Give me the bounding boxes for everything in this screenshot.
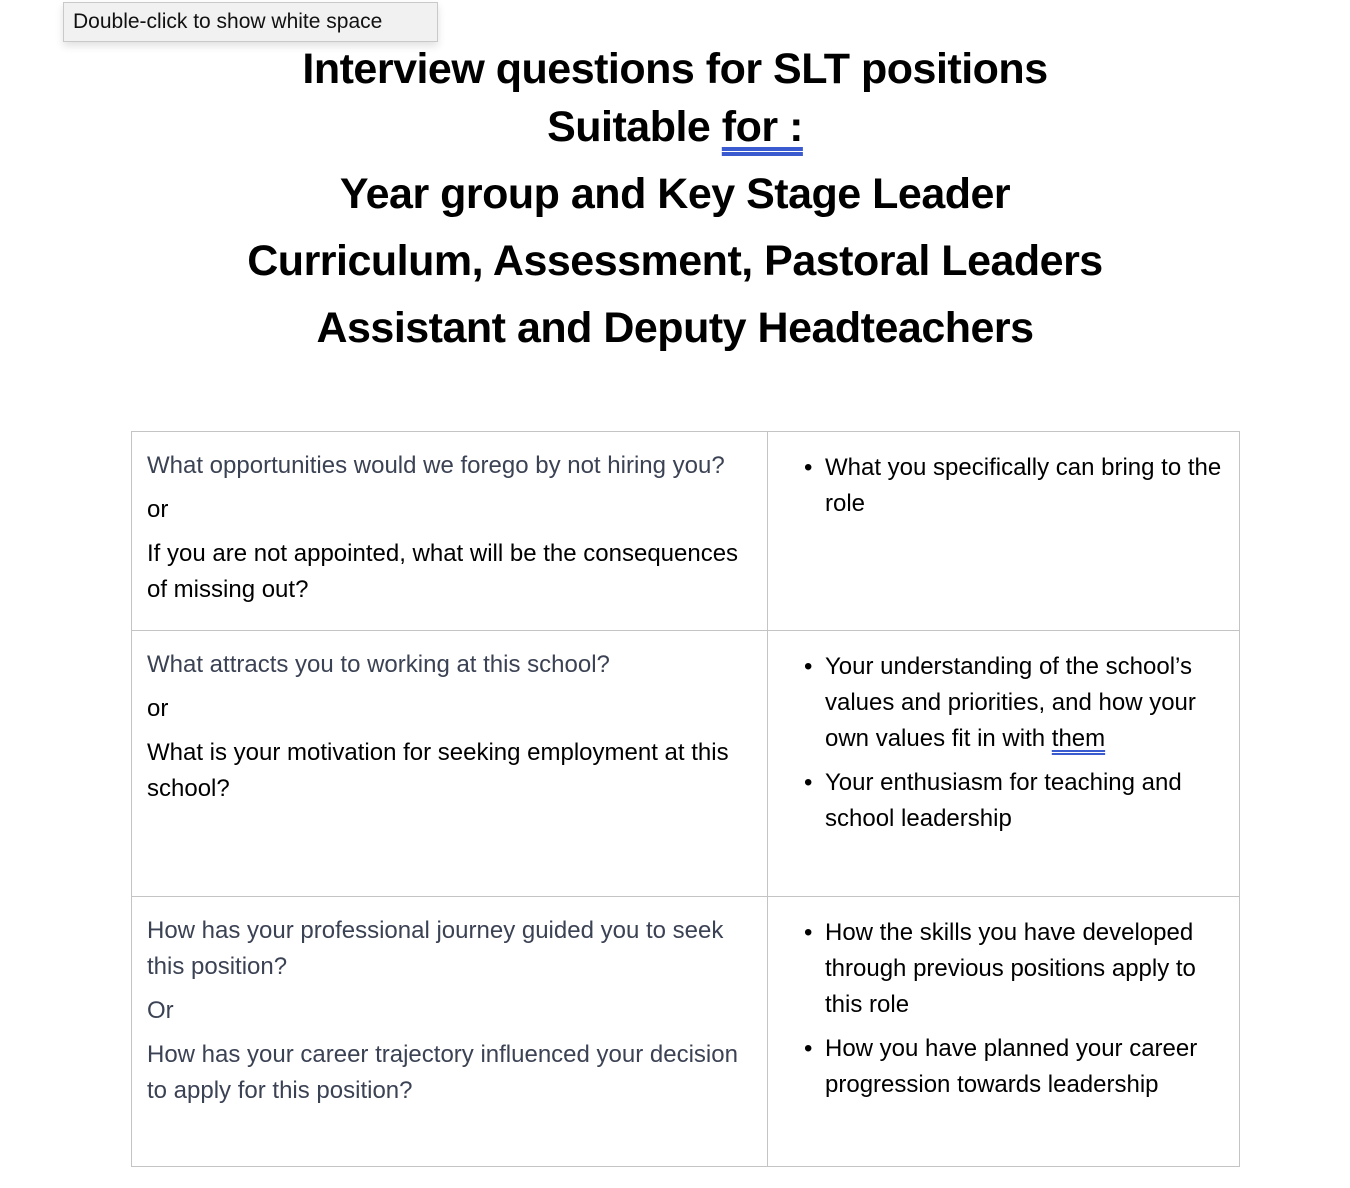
question-cell[interactable]: [132, 897, 768, 1167]
grammar-flagged-text[interactable]: them: [1051, 725, 1106, 752]
table-row: [132, 432, 1240, 631]
bullet-list: [804, 915, 1224, 1103]
question: What opportunities would we forego by not hiring you?: [147, 452, 725, 479]
title-line-1: Interview questions for SLT positions: [302, 45, 1048, 93]
list-item-text: Your understanding of the school’s values and priorities, and how your own values fit in with: [825, 653, 1196, 752]
bullet-list: [804, 649, 1224, 837]
grammar-flagged-text[interactable]: for :: [721, 103, 803, 151]
bullet-list: [804, 450, 1224, 522]
connector: Or: [147, 997, 174, 1024]
title-line-2: [0, 94, 1350, 161]
question-cell[interactable]: [132, 631, 768, 897]
answer-cell[interactable]: [768, 432, 1240, 631]
questions-table: [131, 431, 1240, 1167]
answer-cell[interactable]: [768, 897, 1240, 1167]
list-item: [804, 649, 1224, 757]
connector: or: [147, 695, 169, 722]
tooltip: Double-click to show white space: [63, 2, 438, 42]
answer-cell[interactable]: [768, 631, 1240, 897]
question: What attracts you to working at this school?: [147, 651, 610, 678]
list-item: • What you specifically can bring to the role: [804, 450, 1224, 522]
list-item: • How the skills you have developed through previous positions apply to this role: [804, 915, 1224, 1023]
table-row: [132, 631, 1240, 897]
alt-question: What is your motivation for seeking employment at this school?: [147, 739, 729, 802]
question: How has your professional journey guided you to seek this position?: [147, 917, 724, 980]
alt-question: If you are not appointed, what will be the consequences of missing out?: [147, 540, 739, 603]
document-title: [0, 44, 1350, 362]
list-item: • How you have planned your career progression towards leadership: [804, 1031, 1224, 1103]
connector: or: [147, 496, 169, 523]
title-line-5: Assistant and Deputy Headteachers: [316, 304, 1034, 352]
question-cell[interactable]: [132, 432, 768, 631]
title-line-4: Curriculum, Assessment, Pastoral Leaders: [247, 237, 1103, 285]
title-line-3: Year group and Key Stage Leader: [339, 170, 1011, 218]
alt-question: How has your career trajectory influenced your decision to apply for this position?: [147, 1041, 738, 1104]
title-line-2-prefix: Suitable: [547, 103, 722, 151]
table-row: [132, 897, 1240, 1167]
list-item: • Your enthusiasm for teaching and school leadership: [804, 765, 1224, 837]
